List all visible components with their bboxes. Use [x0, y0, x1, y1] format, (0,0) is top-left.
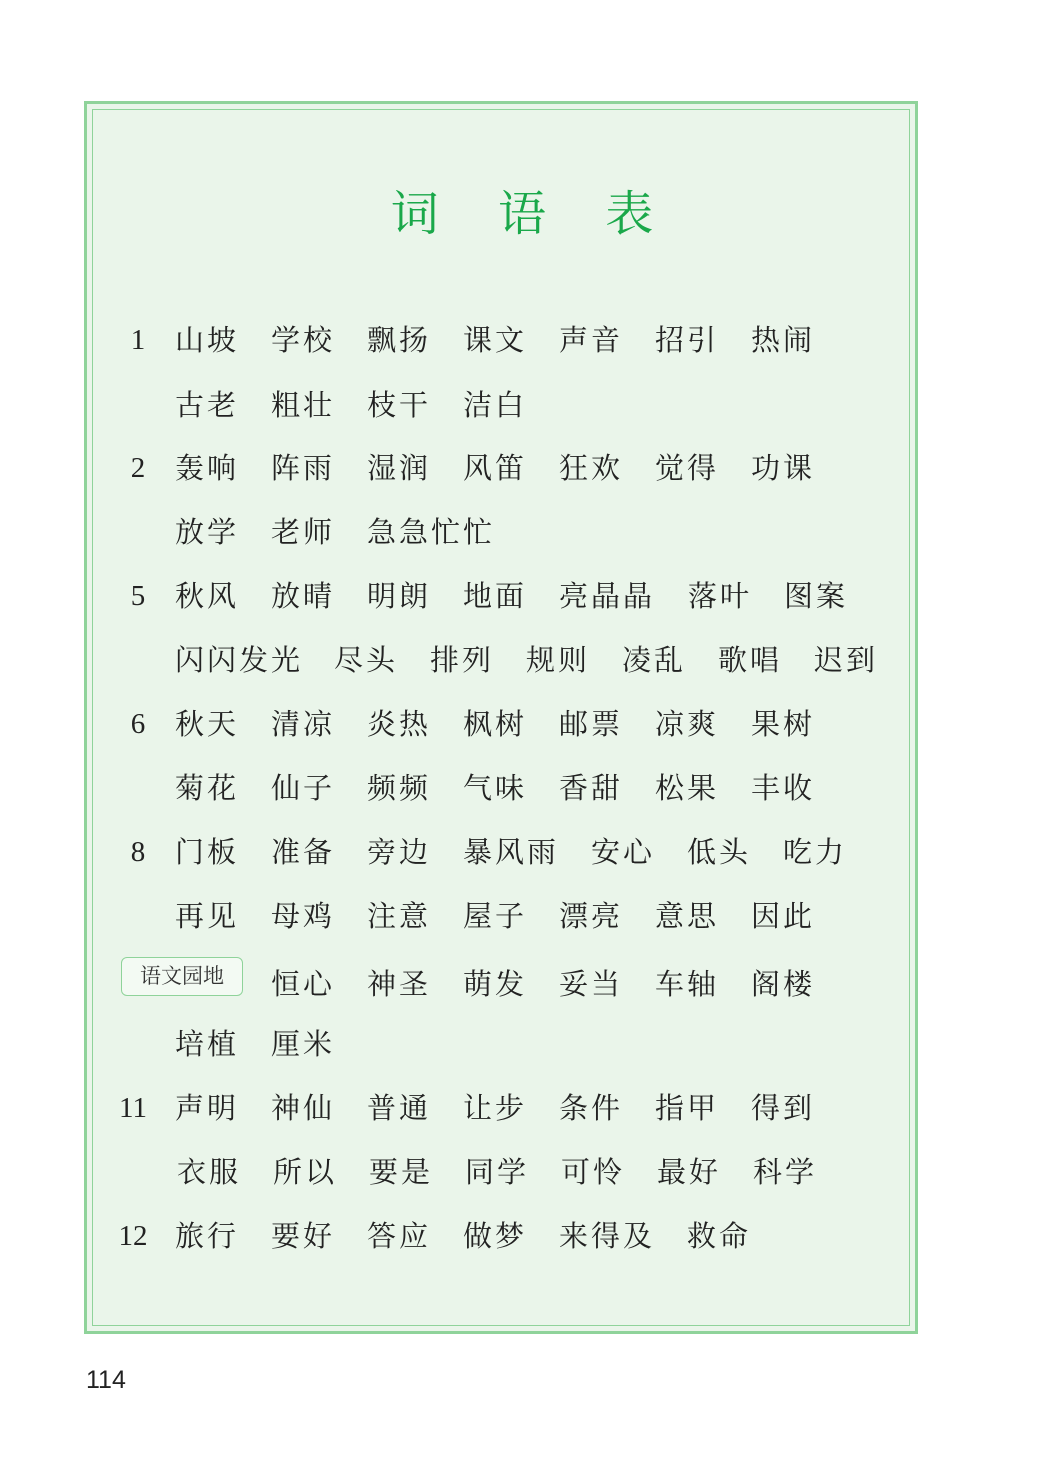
vocab-word: 准备 [271, 835, 336, 869]
lesson-number: 12 [118, 1220, 148, 1252]
vocab-word: 丰收 [751, 771, 816, 805]
vocab-word: 落叶 [688, 579, 753, 613]
vocab-word: 闪闪发光 [175, 643, 304, 677]
vocab-word: 邮票 [559, 707, 624, 741]
vocab-word: 旁边 [367, 835, 432, 869]
vocab-row [0, 1150, 1044, 1194]
vocab-word: 气味 [463, 771, 528, 805]
vocab-word: 厘米 [271, 1027, 336, 1061]
vocab-row [0, 383, 1044, 427]
vocab-word: 规则 [526, 643, 591, 677]
vocab-word: 明朗 [367, 579, 432, 613]
vocab-word: 同学 [465, 1155, 530, 1189]
vocab-row [0, 962, 1044, 1006]
vocab-word: 答应 [367, 1219, 432, 1253]
vocab-word: 尽头 [334, 643, 399, 677]
page-title: 词 语 表 [390, 186, 676, 242]
vocab-word: 低头 [687, 835, 752, 869]
vocab-word: 萌发 [463, 967, 528, 1001]
vocab-word: 普通 [367, 1091, 432, 1125]
vocab-word: 狂欢 [559, 451, 624, 485]
vocab-row [0, 1022, 1044, 1066]
vocab-word: 安心 [591, 835, 656, 869]
vocab-word: 让步 [463, 1091, 528, 1125]
vocab-word: 条件 [559, 1091, 624, 1125]
vocab-word: 菊花 [175, 771, 240, 805]
lesson-number: 6 [130, 708, 146, 740]
vocab-word: 放晴 [271, 579, 336, 613]
vocab-word: 可怜 [561, 1155, 626, 1189]
vocab-word: 果树 [751, 707, 816, 741]
vocab-word: 粗壮 [271, 388, 336, 422]
vocab-word: 因此 [751, 899, 816, 933]
vocab-word: 车轴 [655, 967, 720, 1001]
vocab-word: 秋天 [175, 707, 240, 741]
lesson-number: 5 [130, 580, 146, 612]
vocab-word: 恒心 [271, 967, 336, 1001]
vocab-word: 急急忙忙 [367, 515, 496, 549]
vocab-word: 神仙 [271, 1091, 336, 1125]
vocab-word: 科学 [753, 1155, 818, 1189]
vocab-word: 凌乱 [622, 643, 687, 677]
lesson-number: 2 [130, 452, 146, 484]
vocab-word: 意思 [655, 899, 720, 933]
vocab-word: 学校 [271, 323, 336, 357]
vocab-word: 松果 [655, 771, 720, 805]
vocab-row [0, 766, 1044, 810]
vocab-row [0, 510, 1044, 554]
vocab-word: 阵雨 [271, 451, 336, 485]
vocab-word: 迟到 [814, 643, 879, 677]
vocab-word: 枫树 [463, 707, 528, 741]
vocab-word: 母鸡 [271, 899, 336, 933]
vocab-row [0, 1214, 1044, 1258]
vocab-word: 洁白 [463, 388, 528, 422]
vocab-word: 地面 [463, 579, 528, 613]
vocab-word: 图案 [784, 579, 849, 613]
vocab-word: 阁楼 [751, 967, 816, 1001]
vocab-word: 枝干 [367, 388, 432, 422]
vocab-word: 歌唱 [718, 643, 783, 677]
vocab-row [0, 894, 1044, 938]
vocab-word: 声音 [559, 323, 624, 357]
vocab-word: 老师 [271, 515, 336, 549]
vocab-word: 山坡 [175, 323, 240, 357]
vocab-word: 培植 [175, 1027, 240, 1061]
vocab-word: 得到 [751, 1091, 816, 1125]
vocab-word: 课文 [463, 323, 528, 357]
vocab-word: 炎热 [367, 707, 432, 741]
vocab-word: 古老 [175, 388, 240, 422]
vocab-word: 做梦 [463, 1219, 528, 1253]
vocab-word: 香甜 [559, 771, 624, 805]
vocab-word: 要是 [369, 1155, 434, 1189]
vocab-word: 飘扬 [367, 323, 432, 357]
lesson-number: 11 [119, 1092, 147, 1124]
vocab-word: 秋风 [175, 579, 240, 613]
vocab-word: 所以 [273, 1155, 338, 1189]
vocab-word: 清凉 [271, 707, 336, 741]
vocab-word: 注意 [367, 899, 432, 933]
vocab-word: 要好 [271, 1219, 336, 1253]
vocab-row [0, 446, 1044, 490]
vocab-word: 衣服 [177, 1155, 242, 1189]
vocab-word: 放学 [175, 515, 240, 549]
vocab-row [0, 702, 1044, 746]
lesson-number: 1 [130, 324, 146, 356]
vocab-word: 排列 [430, 643, 495, 677]
vocab-word: 亮晶晶 [559, 579, 656, 613]
vocab-word: 凉爽 [655, 707, 720, 741]
vocab-row [0, 1086, 1044, 1130]
vocab-word: 仙子 [271, 771, 336, 805]
vocab-word: 漂亮 [559, 899, 624, 933]
vocab-word: 屋子 [463, 899, 528, 933]
vocab-word: 声明 [175, 1091, 240, 1125]
vocab-word: 功课 [751, 451, 816, 485]
vocab-word: 轰响 [175, 451, 240, 485]
vocab-word: 吃力 [783, 835, 848, 869]
vocab-word: 妥当 [559, 967, 624, 1001]
vocab-word: 门板 [175, 835, 240, 869]
vocab-row [0, 830, 1044, 874]
section-badge: 语文园地 [121, 957, 243, 996]
vocab-word: 旅行 [175, 1219, 240, 1253]
vocab-word: 热闹 [751, 323, 816, 357]
vocab-word: 风笛 [463, 451, 528, 485]
vocab-word: 湿润 [367, 451, 432, 485]
lesson-number: 8 [130, 836, 146, 868]
vocab-row [0, 574, 1044, 618]
vocab-word: 再见 [175, 899, 240, 933]
vocab-word: 觉得 [655, 451, 720, 485]
vocab-row [0, 638, 1044, 682]
vocab-word: 频频 [367, 771, 432, 805]
vocab-word: 来得及 [559, 1219, 656, 1253]
vocab-word: 指甲 [655, 1091, 720, 1125]
vocab-word: 招引 [655, 323, 720, 357]
vocab-word: 救命 [687, 1219, 752, 1253]
vocab-word: 最好 [657, 1155, 722, 1189]
vocab-word: 神圣 [367, 967, 432, 1001]
page-number: 114 [86, 1366, 126, 1394]
vocab-row [0, 318, 1044, 362]
vocab-word: 暴风雨 [463, 835, 560, 869]
